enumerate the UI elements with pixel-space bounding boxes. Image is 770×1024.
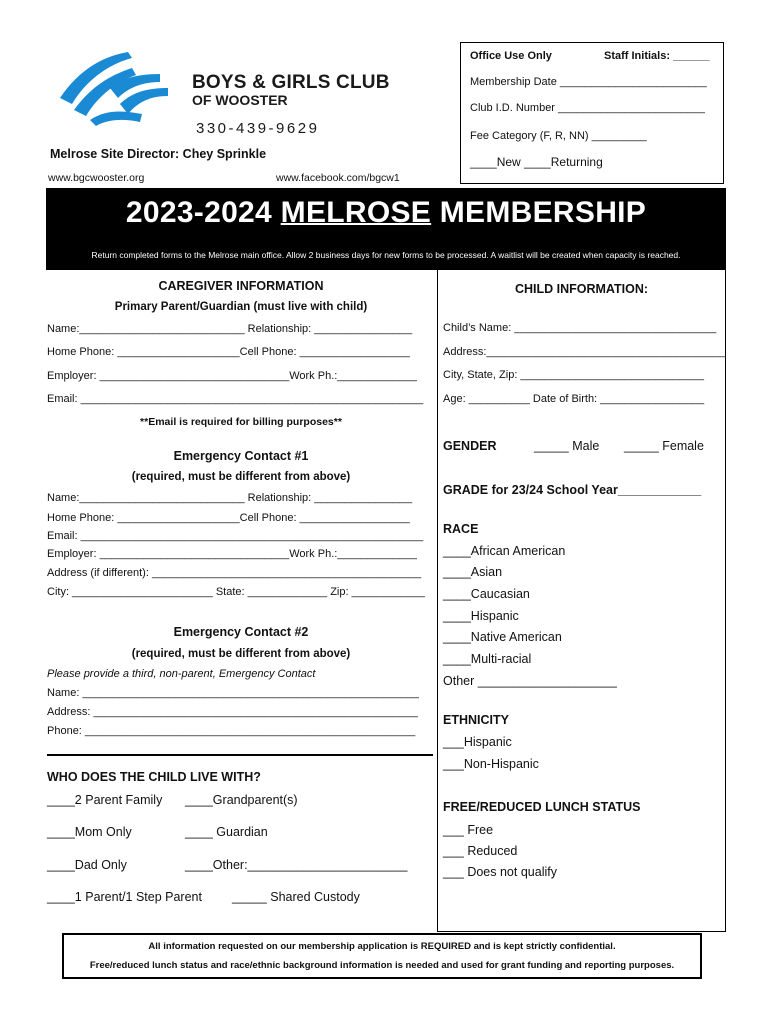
emergency1-employer-field[interactable]: Employer: _______________________________Work Ph.:_____________ (47, 548, 417, 560)
child-address-field[interactable]: Address:_______________________________________ (443, 346, 725, 358)
lunch-free[interactable]: ___ Free (443, 823, 494, 837)
emergency1-phone-field[interactable]: Home Phone: ____________________Cell Phone: __________________ (47, 512, 410, 524)
lunch-heading: FREE/REDUCED LUNCH STATUS (443, 800, 641, 814)
child-heading: CHILD INFORMATION: (514, 282, 649, 296)
race-other[interactable]: Other ____________________ (443, 674, 617, 688)
race-asian[interactable]: ____Asian (443, 565, 503, 579)
lives-with-mom[interactable]: ____Mom Only (47, 825, 132, 839)
club-logo-icon (50, 48, 180, 128)
caregiver-subheading: Primary Parent/Guardian (must live with child) (114, 301, 368, 313)
emergency2-phone-field[interactable]: Phone: ______________________________________________________ (47, 725, 416, 737)
staff-initials-field[interactable]: Staff Initials: ______ (604, 50, 710, 62)
club-id-field[interactable]: Club I.D. Number ________________________ (470, 102, 705, 114)
lunch-reduced[interactable]: ___ Reduced (443, 844, 518, 858)
race-multi-racial[interactable]: ____Multi-racial (443, 652, 532, 666)
emergency1-address-field[interactable]: Address (if different): ____________________________________________ (47, 567, 422, 579)
lives-with-guardian[interactable]: ____ Guardian (185, 825, 268, 839)
emergency1-heading: Emergency Contact #1 (173, 449, 309, 463)
club-name: BOYS & GIRLS CLUB (192, 72, 390, 93)
child-city-field[interactable]: City, State, Zip: ______________________________ (443, 369, 704, 381)
lives-with-heading: WHO DOES THE CHILD LIVE WITH? (47, 770, 261, 784)
lives-with-shared-custody[interactable]: _____ Shared Custody (232, 890, 360, 904)
facebook-link: www.facebook.com/bgcw1 (276, 172, 400, 184)
caregiver-email-field[interactable]: Email: ________________________________________________________ (47, 393, 424, 405)
lives-with-grandparents[interactable]: ____Grandparent(s) (185, 793, 298, 807)
lives-with-two-parent[interactable]: ____2 Parent Family (47, 793, 163, 807)
caregiver-heading: CAREGIVER INFORMATION (158, 279, 324, 293)
race-native-american[interactable]: ____Native American (443, 630, 562, 644)
lives-with-other[interactable]: ____Other:_______________________ (185, 858, 408, 872)
gender-female[interactable]: _____ Female (624, 439, 704, 453)
page-title: 2023-2024 MELROSE MEMBERSHIP (125, 196, 647, 229)
gender-male[interactable]: _____ Male (534, 439, 600, 453)
new-returning-field[interactable]: ____New ____Returning (470, 155, 603, 169)
caregiver-phone-field[interactable]: Home Phone: ____________________Cell Phone: __________________ (47, 346, 410, 358)
footer-line-1: All information requested on our membership application is REQUIRED and is kept strictly confidential. (148, 941, 616, 952)
gender-label: GENDER (443, 439, 497, 453)
ethnicity-heading: ETHNICITY (443, 713, 509, 727)
membership-date-field[interactable]: Membership Date ________________________ (470, 76, 707, 88)
lives-with-dad[interactable]: ____Dad Only (47, 858, 127, 872)
ethnicity-non-hispanic[interactable]: ___Non-Hispanic (443, 757, 539, 771)
emergency1-subheading: (required, must be different from above) (131, 471, 351, 483)
emergency2-subheading: (required, must be different from above) (131, 648, 351, 660)
emergency2-address-field[interactable]: Address: _____________________________________________________ (47, 706, 418, 718)
ethnicity-hispanic[interactable]: ___Hispanic (443, 735, 512, 749)
office-use-label: Office Use Only (470, 50, 552, 62)
emergency1-email-field[interactable]: Email: ________________________________________________________ (47, 530, 424, 542)
lives-with-step-parent[interactable]: ____1 Parent/1 Step Parent (47, 890, 202, 904)
site-director: Melrose Site Director: Chey Sprinkle (50, 147, 267, 161)
grade-field[interactable]: GRADE for 23/24 School Year____________ (443, 483, 702, 497)
emergency2-note: Please provide a third, non-parent, Emergency Contact (47, 668, 316, 680)
child-age-dob-field[interactable]: Age: __________ Date of Birth: _________________ (443, 393, 705, 405)
caregiver-employer-field[interactable]: Employer: _______________________________Work Ph.:_____________ (47, 370, 417, 382)
email-required-note: **Email is required for billing purposes** (140, 416, 342, 428)
section-divider (47, 754, 433, 756)
fee-category-field[interactable]: Fee Category (F, R, NN) _________ (470, 130, 647, 142)
title-banner (46, 188, 726, 270)
club-phone: 330-439-9629 (196, 120, 320, 137)
banner-note: Return completed forms to the Melrose main office. Allow 2 business days for new forms to be processed. A waitlist will be created when capacity is reached. (91, 250, 681, 260)
emergency2-heading: Emergency Contact #2 (173, 625, 309, 639)
website-link: www.bgcwooster.org (48, 172, 145, 184)
race-hispanic[interactable]: ____Hispanic (443, 609, 519, 623)
caregiver-name-field[interactable]: Name:___________________________ Relationship: ________________ (47, 323, 413, 335)
race-african-american[interactable]: ____African American (443, 544, 566, 558)
emergency1-name-field[interactable]: Name:___________________________ Relationship: ________________ (47, 492, 413, 504)
child-name-field[interactable]: Child’s Name: _________________________________ (443, 322, 717, 334)
club-location: OF WOOSTER (192, 92, 288, 108)
race-heading: RACE (443, 522, 479, 536)
emergency1-city-field[interactable]: City: _______________________ State: _____________ Zip: ____________ (47, 586, 426, 598)
race-caucasian[interactable]: ____Caucasian (443, 587, 530, 601)
confidentiality-notice (62, 933, 702, 979)
emergency2-name-field[interactable]: Name: _______________________________________________________ (47, 687, 419, 699)
footer-line-2: Free/reduced lunch status and race/ethnic background information is needed and used for grant funding and reporting purposes. (89, 960, 675, 971)
lunch-not-qualify[interactable]: ___ Does not qualify (443, 865, 557, 879)
